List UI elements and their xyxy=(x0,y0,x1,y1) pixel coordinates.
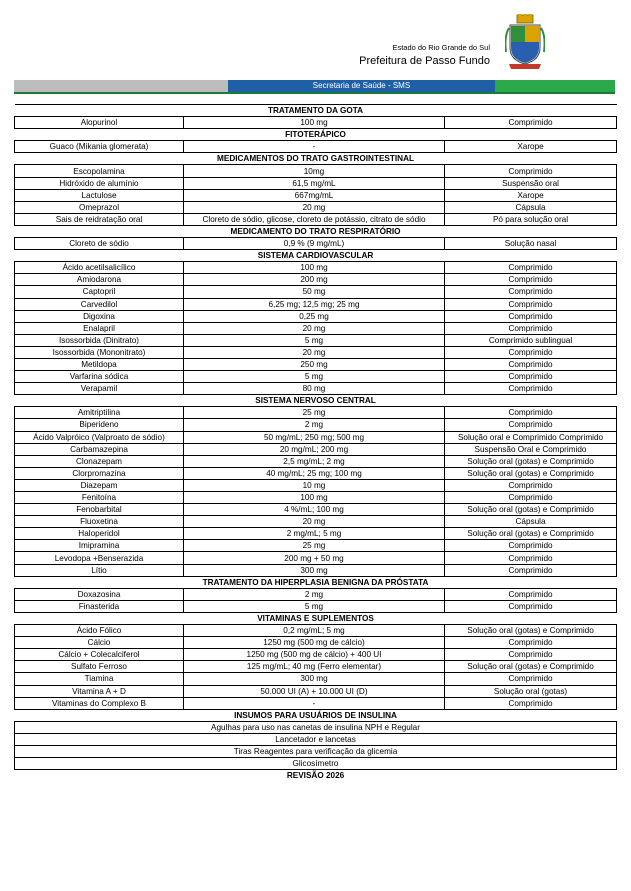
medication-row xyxy=(15,165,617,177)
insulin-supply-item: Tiras Reagentes para verificação da glicemia xyxy=(15,745,617,757)
medication-dose: 61,5 mg/mL xyxy=(184,177,445,189)
medication-dose: 20 mg xyxy=(184,322,445,334)
section-title: TRATAMENTO DA GOTA xyxy=(15,105,617,117)
medication-name: Amiodarona xyxy=(15,274,184,286)
insulin-section-title: INSUMOS PARA USUÁRIOS DE INSULINA xyxy=(15,709,617,721)
medication-row xyxy=(15,371,617,383)
medication-form: Suspensão Oral e Comprimido xyxy=(445,443,617,455)
medication-form: Suspensão oral xyxy=(445,177,617,189)
medication-row xyxy=(15,685,617,697)
medication-row xyxy=(15,262,617,274)
medication-form: Comprimido xyxy=(445,310,617,322)
medication-row xyxy=(15,141,617,153)
medication-row xyxy=(15,177,617,189)
revision-label: REVISÃO 2026 xyxy=(15,770,617,782)
medication-row xyxy=(15,201,617,213)
insulin-supply-row xyxy=(15,758,617,770)
medication-form: Comprimido xyxy=(445,407,617,419)
section-title: TRATAMENTO DA HIPERPLASIA BENIGNA DA PRÓSTATA xyxy=(15,576,617,588)
medication-row xyxy=(15,346,617,358)
medication-dose: - xyxy=(184,697,445,709)
medication-dose: 10 mg xyxy=(184,479,445,491)
medication-name: Cálcio + Colecalciferol xyxy=(15,649,184,661)
medication-form: Comprimido xyxy=(445,540,617,552)
medication-name: Clorpromazina xyxy=(15,467,184,479)
section-title: FITOTERÁPICO xyxy=(15,129,617,141)
medication-form: Comprimido xyxy=(445,479,617,491)
medication-row xyxy=(15,697,617,709)
insulin-supply-row xyxy=(15,721,617,733)
medication-form: Comprimido xyxy=(445,117,617,129)
insulin-supply-item: Lancetador e lancetas xyxy=(15,733,617,745)
medication-form: Comprimido xyxy=(445,165,617,177)
medication-form: Solução oral (gotas) e Comprimido xyxy=(445,504,617,516)
medication-row xyxy=(15,419,617,431)
medication-dose: 25 mg xyxy=(184,407,445,419)
medication-dose: 4 %/mL; 100 mg xyxy=(184,504,445,516)
medication-form: Solução oral (gotas) e Comprimido xyxy=(445,455,617,467)
medication-row xyxy=(15,661,617,673)
section-header-row xyxy=(15,250,617,262)
medication-row xyxy=(15,649,617,661)
medication-dose: 100 mg xyxy=(184,262,445,274)
section-title: SISTEMA NERVOSO CENTRAL xyxy=(15,395,617,407)
medication-dose: 300 mg xyxy=(184,673,445,685)
header-bar-gray xyxy=(14,80,228,92)
medication-dose: 300 mg xyxy=(184,564,445,576)
medication-name: Guaco (Mikania glomerata) xyxy=(15,141,184,153)
medication-dose: 2,5 mg/mL; 2 mg xyxy=(184,455,445,467)
medication-dose: 2 mg xyxy=(184,588,445,600)
medication-dose: 6,25 mg; 12,5 mg; 25 mg xyxy=(184,298,445,310)
medication-row xyxy=(15,310,617,322)
medication-row xyxy=(15,492,617,504)
medication-dose: - xyxy=(184,141,445,153)
medication-dose: 20 mg/mL; 200 mg xyxy=(184,443,445,455)
medication-dose: 5 mg xyxy=(184,371,445,383)
medication-row xyxy=(15,673,617,685)
medication-form: Comprimido xyxy=(445,322,617,334)
medication-form: Solução oral e Comprimido Comprimido xyxy=(445,431,617,443)
medication-row xyxy=(15,298,617,310)
medication-name: Digoxina xyxy=(15,310,184,322)
medication-name: Vitamina A + D xyxy=(15,685,184,697)
section-header-row xyxy=(15,709,617,721)
section-title: SISTEMA CARDIOVASCULAR xyxy=(15,250,617,262)
medication-row xyxy=(15,274,617,286)
medication-name: Lítio xyxy=(15,564,184,576)
prefecture-name: Prefeitura de Passo Fundo xyxy=(359,55,490,67)
medication-dose: 20 mg xyxy=(184,346,445,358)
medication-dose: 0,9 % (9 mg/mL) xyxy=(184,238,445,250)
medication-name: Verapamil xyxy=(15,383,184,395)
insulin-supply-item: Agulhas para uso nas canetas de insulina NPH e Regular xyxy=(15,721,617,733)
medication-form: Xarope xyxy=(445,141,617,153)
medication-form: Comprimido xyxy=(445,298,617,310)
medication-dose: Cloreto de sódio, glicose, cloreto de potássio, citrato de sódio xyxy=(184,213,445,225)
medication-name: Levodopa +Benserazida xyxy=(15,552,184,564)
medication-name: Amitriptilina xyxy=(15,407,184,419)
medication-name: Hidróxido de alumínio xyxy=(15,177,184,189)
medication-name: Varfarina sódica xyxy=(15,371,184,383)
medication-form: Comprimido xyxy=(445,492,617,504)
medication-form: Comprimido xyxy=(445,274,617,286)
medication-dose: 0,25 mg xyxy=(184,310,445,322)
medication-row xyxy=(15,238,617,250)
medication-name: Carvedilol xyxy=(15,298,184,310)
medication-row xyxy=(15,540,617,552)
medication-form: Solução oral (gotas) e Comprimido xyxy=(445,661,617,673)
section-header-row xyxy=(15,395,617,407)
medication-name: Vitaminas do Complexo B xyxy=(15,697,184,709)
medication-dose: 20 mg xyxy=(184,516,445,528)
medication-name: Lactulose xyxy=(15,189,184,201)
medication-row xyxy=(15,528,617,540)
section-header-row xyxy=(15,612,617,624)
header-divider xyxy=(14,92,615,94)
medication-row xyxy=(15,358,617,370)
medication-row xyxy=(15,455,617,467)
header-bar-green xyxy=(495,80,615,92)
medication-form: Comprimido xyxy=(445,564,617,576)
medication-name: Clonazepam xyxy=(15,455,184,467)
medication-form: Solução oral (gotas) e Comprimido xyxy=(445,625,617,637)
medication-dose: 0,2 mg/mL; 5 mg xyxy=(184,625,445,637)
section-header-row xyxy=(15,129,617,141)
medication-row xyxy=(15,213,617,225)
medication-form: Solução nasal xyxy=(445,238,617,250)
medication-form: Comprimido xyxy=(445,419,617,431)
section-header-row xyxy=(15,225,617,237)
medication-dose: 25 mg xyxy=(184,540,445,552)
medication-dose: 200 mg xyxy=(184,274,445,286)
medication-dose: 5 mg xyxy=(184,600,445,612)
medication-name: Doxazosina xyxy=(15,588,184,600)
medication-form: Comprimido sublingual xyxy=(445,334,617,346)
medication-name: Diazepam xyxy=(15,479,184,491)
medication-dose: 5 mg xyxy=(184,334,445,346)
medication-dose: 100 mg xyxy=(184,117,445,129)
medication-form: Comprimido xyxy=(445,358,617,370)
medication-form: Comprimido xyxy=(445,383,617,395)
medication-name: Escopolamina xyxy=(15,165,184,177)
section-title: MEDICAMENTOS DO TRATO GASTROINTESTINAL xyxy=(15,153,617,165)
medication-name: Fluoxetina xyxy=(15,516,184,528)
insulin-supply-row xyxy=(15,733,617,745)
medication-name: Biperideno xyxy=(15,419,184,431)
medication-dose: 40 mg/mL; 25 mg; 100 mg xyxy=(184,467,445,479)
medication-name: Imipramina xyxy=(15,540,184,552)
medication-name: Cálcio xyxy=(15,637,184,649)
medication-dose: 50.000 UI (A) + 10.000 UI (D) xyxy=(184,685,445,697)
medication-row xyxy=(15,588,617,600)
medication-form: Comprimido xyxy=(445,346,617,358)
medication-form: Comprimido xyxy=(445,262,617,274)
medication-row xyxy=(15,552,617,564)
medication-row xyxy=(15,504,617,516)
medication-name: Sais de reidratação oral xyxy=(15,213,184,225)
medication-name: Tiamina xyxy=(15,673,184,685)
medication-table xyxy=(14,104,617,781)
medication-name: Isossorbida (Mononitrato) xyxy=(15,346,184,358)
medication-dose: 250 mg xyxy=(184,358,445,370)
medication-form: Cápsula xyxy=(445,201,617,213)
medication-name: Isossorbida (Dinitrato) xyxy=(15,334,184,346)
document-header xyxy=(0,0,631,104)
medication-row xyxy=(15,516,617,528)
medication-dose: 50 mg xyxy=(184,286,445,298)
medication-row xyxy=(15,407,617,419)
medication-form: Comprimido xyxy=(445,286,617,298)
medication-name: Metildopa xyxy=(15,358,184,370)
medication-form: Pó para solução oral xyxy=(445,213,617,225)
medication-dose: 10mg xyxy=(184,165,445,177)
section-header-row xyxy=(15,153,617,165)
medication-dose: 125 mg/mL; 40 mg (Ferro elementar) xyxy=(184,661,445,673)
medication-dose: 1250 mg (500 mg de cálcio) + 400 UI xyxy=(184,649,445,661)
medication-name: Fenobarbital xyxy=(15,504,184,516)
insulin-supply-row xyxy=(15,745,617,757)
medication-name: Finasterida xyxy=(15,600,184,612)
medication-row xyxy=(15,637,617,649)
medication-name: Omeprazol xyxy=(15,201,184,213)
medication-dose: 667mg/mL xyxy=(184,189,445,201)
medication-row xyxy=(15,117,617,129)
medication-dose: 50 mg/mL; 250 mg; 500 mg xyxy=(184,431,445,443)
medication-form: Solução oral (gotas) e Comprimido xyxy=(445,528,617,540)
medication-form: Comprimido xyxy=(445,697,617,709)
medication-row xyxy=(15,431,617,443)
revision-row xyxy=(15,770,617,782)
medication-name: Cloreto de sódio xyxy=(15,238,184,250)
medication-form: Comprimido xyxy=(445,637,617,649)
medication-row xyxy=(15,467,617,479)
medication-form: Solução oral (gotas) xyxy=(445,685,617,697)
section-title: MEDICAMENTO DO TRATO RESPIRATÓRIO xyxy=(15,225,617,237)
medication-dose: 100 mg xyxy=(184,492,445,504)
medication-name: Sulfato Ferroso xyxy=(15,661,184,673)
medication-form: Comprimido xyxy=(445,588,617,600)
medication-form: Xarope xyxy=(445,189,617,201)
medication-name: Enalapril xyxy=(15,322,184,334)
medication-form: Comprimido xyxy=(445,552,617,564)
medication-row xyxy=(15,322,617,334)
medication-name: Carbamazepina xyxy=(15,443,184,455)
medication-dose: 1250 mg (500 mg de cálcio) xyxy=(184,637,445,649)
medication-name: Ácido Valpróico (Valproato de sódio) xyxy=(15,431,184,443)
medication-form: Comprimido xyxy=(445,673,617,685)
medication-row xyxy=(15,334,617,346)
medication-row xyxy=(15,564,617,576)
medication-row xyxy=(15,479,617,491)
coat-of-arms-icon xyxy=(505,14,545,72)
medication-name: Fenitoína xyxy=(15,492,184,504)
section-header-row xyxy=(15,105,617,117)
medication-dose: 20 mg xyxy=(184,201,445,213)
medication-form: Comprimido xyxy=(445,649,617,661)
section-title: VITAMINAS E SUPLEMENTOS xyxy=(15,612,617,624)
medication-row xyxy=(15,600,617,612)
medication-row xyxy=(15,443,617,455)
medication-dose: 200 mg + 50 mg xyxy=(184,552,445,564)
medication-form: Comprimido xyxy=(445,371,617,383)
medication-name: Ácido acetilsalicílico xyxy=(15,262,184,274)
state-name: Estado do Rio Grande do Sul xyxy=(392,43,490,52)
medication-dose: 80 mg xyxy=(184,383,445,395)
medication-dose: 2 mg xyxy=(184,419,445,431)
medication-name: Captopril xyxy=(15,286,184,298)
medication-dose: 2 mg/mL; 5 mg xyxy=(184,528,445,540)
section-header-row xyxy=(15,576,617,588)
medication-form: Comprimido xyxy=(445,600,617,612)
medication-row xyxy=(15,286,617,298)
medication-name: Alopurinol xyxy=(15,117,184,129)
secretariat-banner: Secretaria de Saúde - SMS xyxy=(228,80,495,92)
insulin-supply-item: Glicosímetro xyxy=(15,758,617,770)
medication-name: Haloperidol xyxy=(15,528,184,540)
medication-row xyxy=(15,383,617,395)
medication-row xyxy=(15,189,617,201)
medication-row xyxy=(15,625,617,637)
medication-form: Solução oral (gotas) e Comprimido xyxy=(445,467,617,479)
medication-name: Ácido Fólico xyxy=(15,625,184,637)
medication-form: Cápsula xyxy=(445,516,617,528)
